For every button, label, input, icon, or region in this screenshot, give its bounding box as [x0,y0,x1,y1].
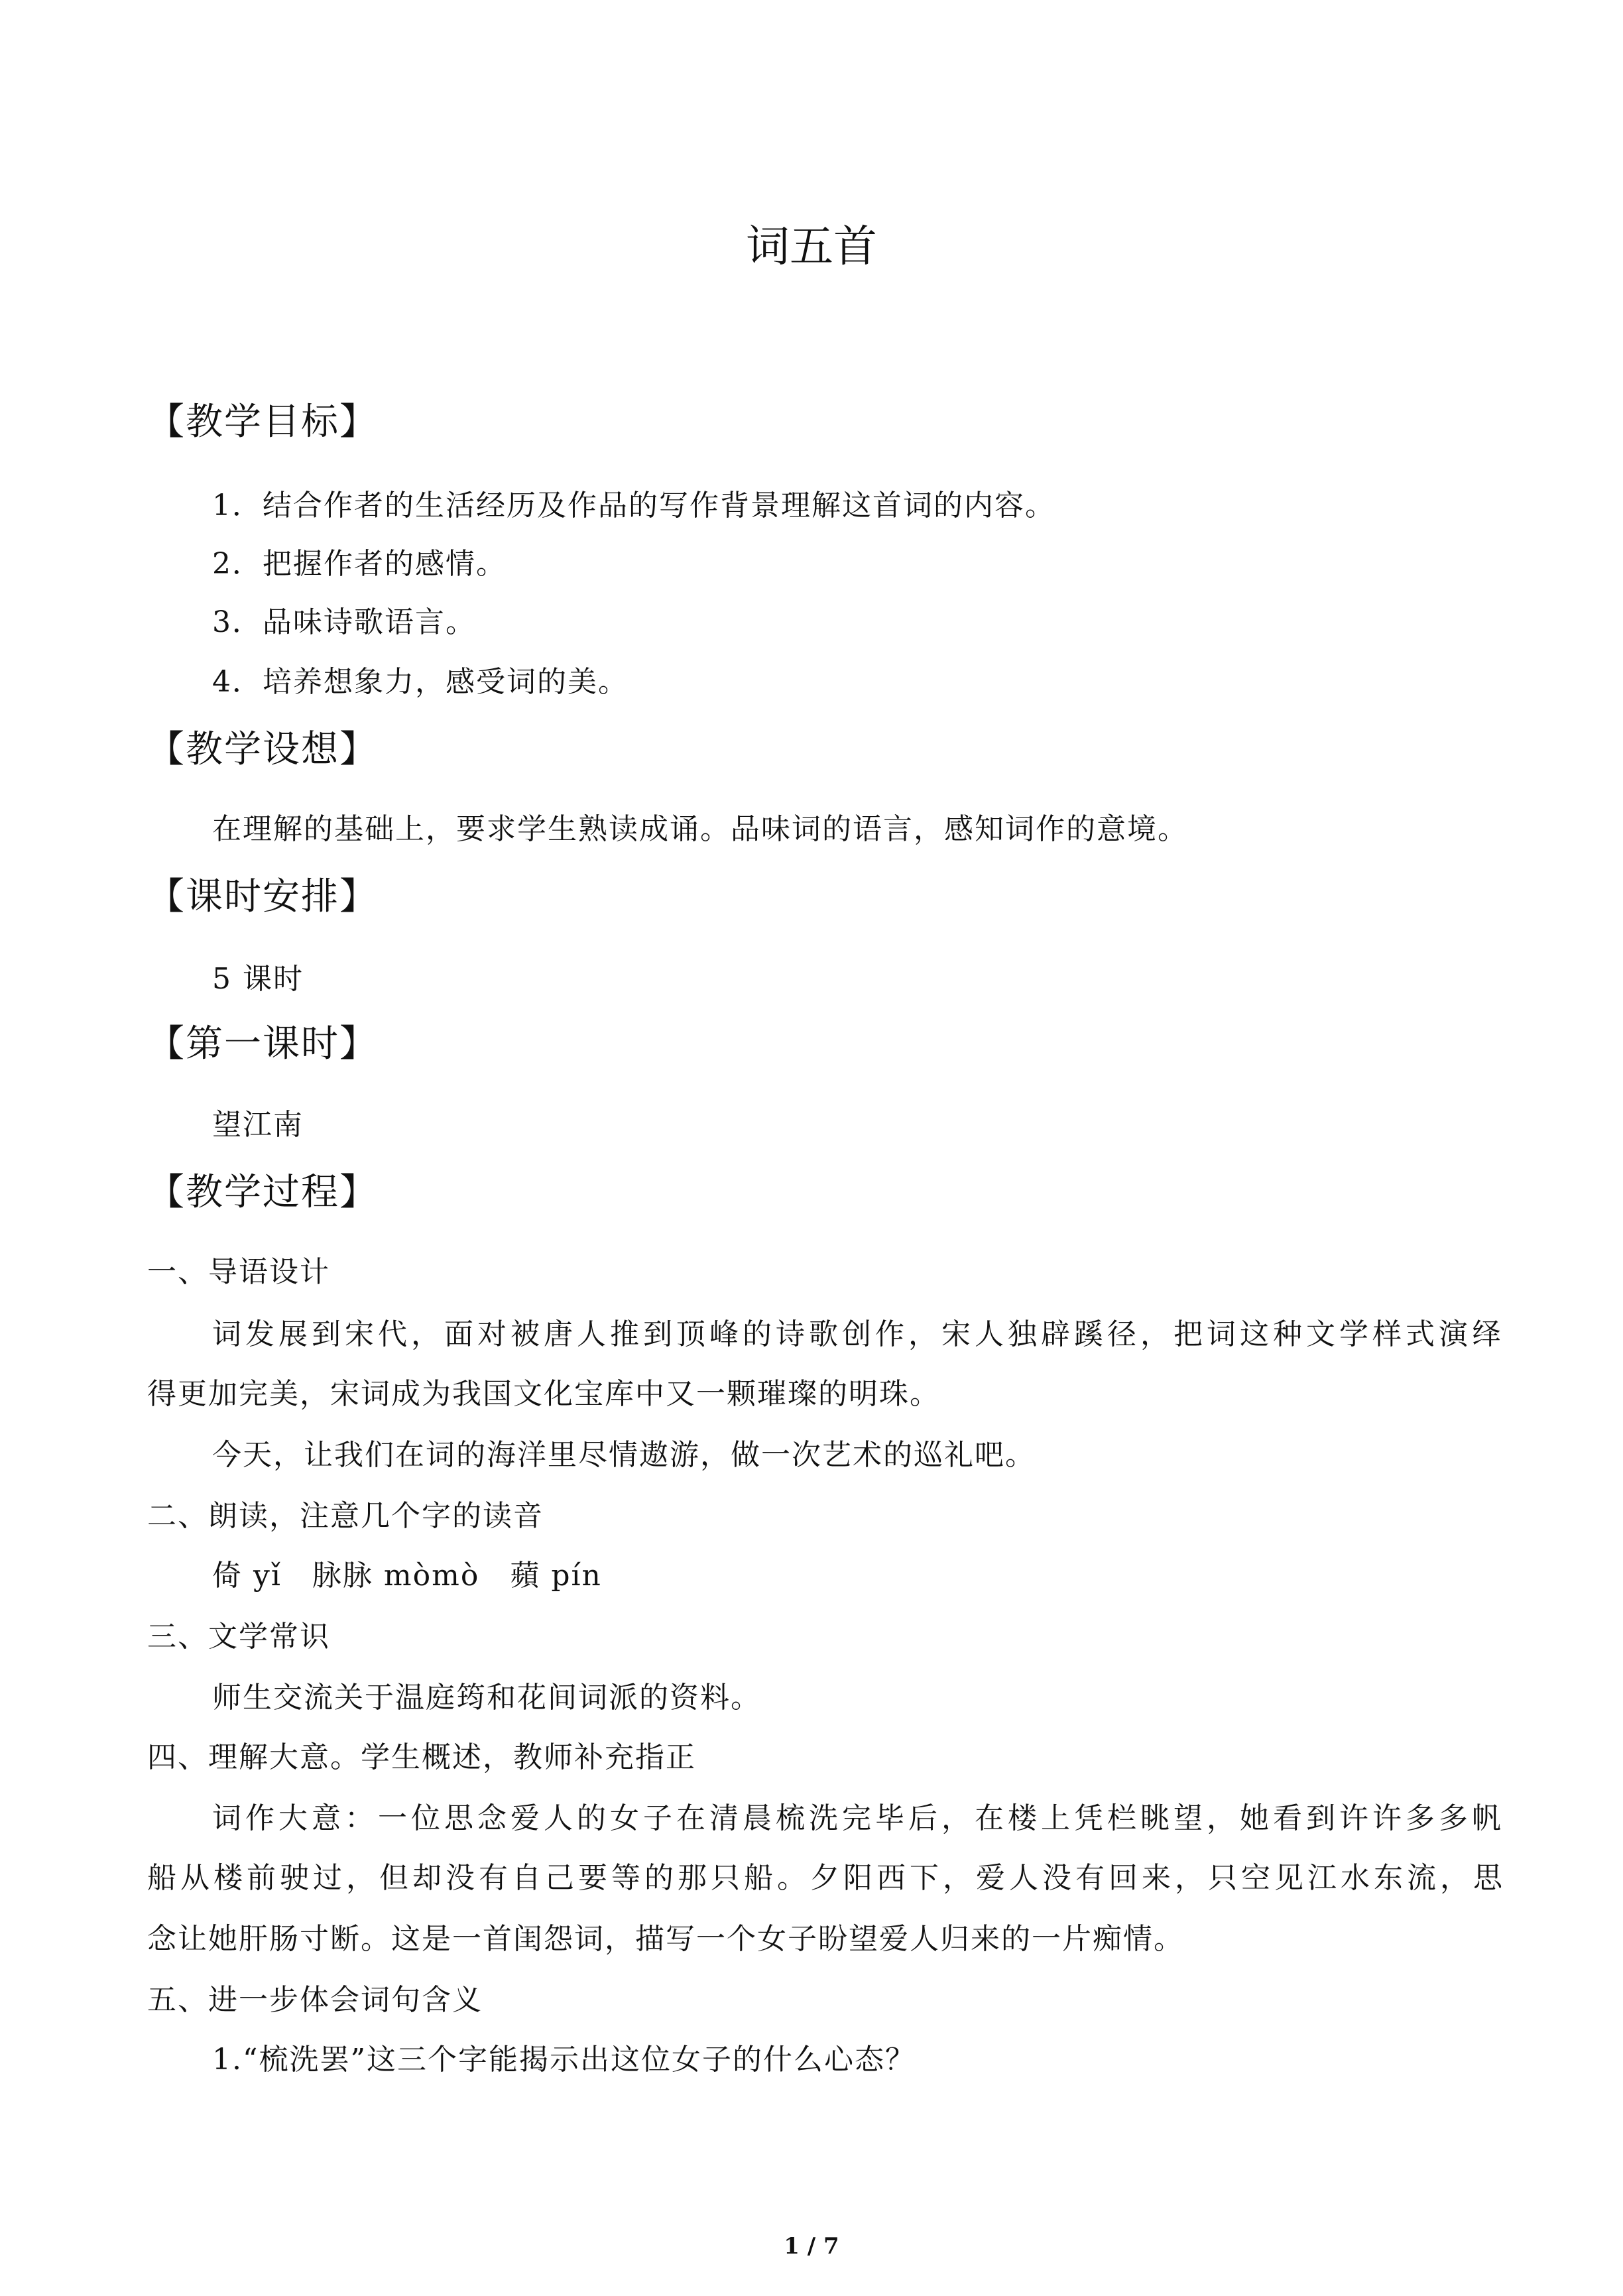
section-5-title: 五、进一步体会词句含义 [147,1983,483,2017]
objective-item-2: 2．把握作者的感情。 [212,547,507,581]
process-heading: 【教学过程】 [147,1171,378,1214]
section-4-line-2: 船从楼前驶过，但却没有自己要等的那只船。夕阳西下，爱人没有回来，只空见江水东流，思 [147,1861,1506,1895]
lesson1-text: 望江南 [212,1108,304,1142]
section-4-line-3: 念让她肝肠寸断。这是一首闺怨词，描写一个女子盼望爱人归来的一片痴情。 [147,1922,1184,1956]
section-5-question-1: 1.“梳洗罢”这三个字能揭示出这位女子的什么心态？ [212,2043,916,2077]
page-title: 词五首 [746,221,877,272]
section-4-title: 四、理解大意。学生概述，教师补充指正 [147,1740,696,1774]
section-3-text: 师生交流关于温庭筠和花间词派的资料。 [212,1681,761,1715]
section-1-title: 一、导语设计 [147,1255,330,1289]
schedule-text: 5 课时 [212,962,304,996]
section-1-paragraph-2: 今天，让我们在词的海洋里尽情遨游，做一次艺术的巡礼吧。 [212,1438,1036,1472]
section-1-paragraph-1-line-2: 得更加完美，宋词成为我国文化宝库中又一颗璀璨的明珠。 [147,1377,940,1411]
lesson1-heading: 【第一课时】 [147,1022,378,1065]
section-2-text: 倚 yǐ 脉脉 mòmò 蘋 pín [212,1559,602,1593]
design-heading: 【教学设想】 [147,728,378,771]
section-4-line-1: 词作大意：一位思念爱人的女子在清晨梳洗完毕后，在楼上凭栏眺望，她看到许许多多帆 [212,1801,1505,1835]
page-number: 1 / 7 [784,2233,839,2260]
section-3-title: 三、文学常识 [147,1620,330,1654]
objectives-heading: 【教学目标】 [147,400,378,444]
design-text: 在理解的基础上，要求学生熟读成诵。品味词的语言，感知词作的意境。 [212,812,1188,846]
schedule-heading: 【课时安排】 [147,875,378,918]
objective-item-3: 3．品味诗歌语言。 [212,605,476,639]
section-1-paragraph-1-line-1: 词发展到宋代，面对被唐人推到顶峰的诗歌创作，宋人独辟蹊径，把词这种文学样式演绎 [212,1317,1505,1351]
objective-item-4: 4．培养想象力，感受词的美。 [212,665,629,699]
objective-item-1: 1．结合作者的生活经历及作品的写作背景理解这首词的内容。 [212,489,1055,522]
section-2-title: 二、朗读，注意几个字的读音 [147,1499,544,1533]
